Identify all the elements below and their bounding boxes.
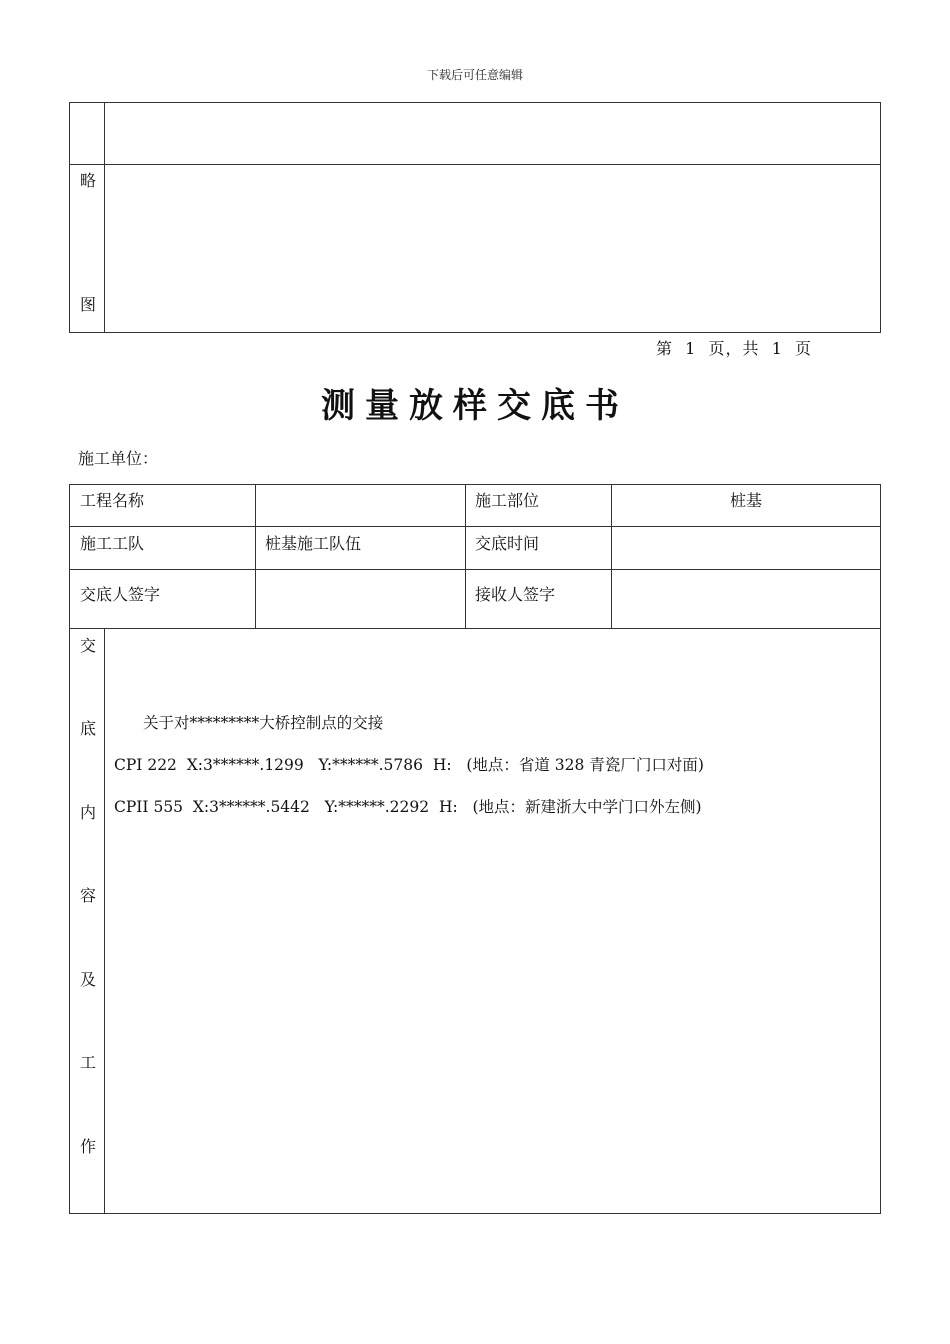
content-side-char-7: 作: [80, 1137, 97, 1156]
handover-time-label: 交底时间: [475, 534, 540, 553]
content-side-char-6: 工: [80, 1053, 97, 1072]
info-col-line-1: [255, 484, 256, 628]
content-line-cpi: CPI 222 X:3******.1299 Y:******.5786 H: (地点：省道 328 青瓷厂门口对面): [114, 756, 704, 774]
page-number: 第 1 页，共 1 页: [656, 339, 813, 358]
content-side-char-1: 交: [80, 636, 97, 655]
project-name-label: 工程名称: [80, 491, 145, 510]
content-side-char-5: 及: [80, 970, 97, 989]
info-col-line-2: [465, 484, 466, 628]
content-side-char-4: 容: [80, 886, 97, 905]
content-side-char-3: 内: [80, 803, 97, 822]
construction-unit-label: 施工单位：: [78, 449, 159, 468]
team-label: 施工工队: [80, 534, 145, 553]
team-value: 桩基施工队伍: [265, 534, 362, 553]
content-intro: 关于对*********大桥控制点的交接: [143, 714, 384, 732]
info-row-line-1: [69, 526, 881, 527]
content-line-cpii: CPII 555 X:3******.5442 Y:******.2292 H: (地点：新建浙大中学门口外左侧): [114, 798, 702, 816]
sketch-label-bottom: 图: [80, 295, 97, 314]
receiver-sign-label: 接收人签字: [475, 585, 556, 604]
info-row-line-2: [69, 569, 881, 570]
info-row-line-3: [69, 628, 881, 629]
sketch-table-divider: [104, 102, 105, 333]
header-note: 下载后可任意编辑: [426, 68, 523, 82]
location-label: 施工部位: [475, 491, 540, 510]
location-value: 桩基: [729, 491, 762, 510]
content-side-divider: [104, 628, 105, 1214]
document-title: 测量放样交底书: [321, 386, 629, 426]
sketch-label-top: 略: [80, 171, 97, 190]
giver-sign-label: 交底人签字: [80, 585, 161, 604]
content-side-char-2: 底: [80, 719, 97, 738]
sketch-table-row-line: [69, 164, 881, 165]
sketch-table: [69, 102, 881, 333]
